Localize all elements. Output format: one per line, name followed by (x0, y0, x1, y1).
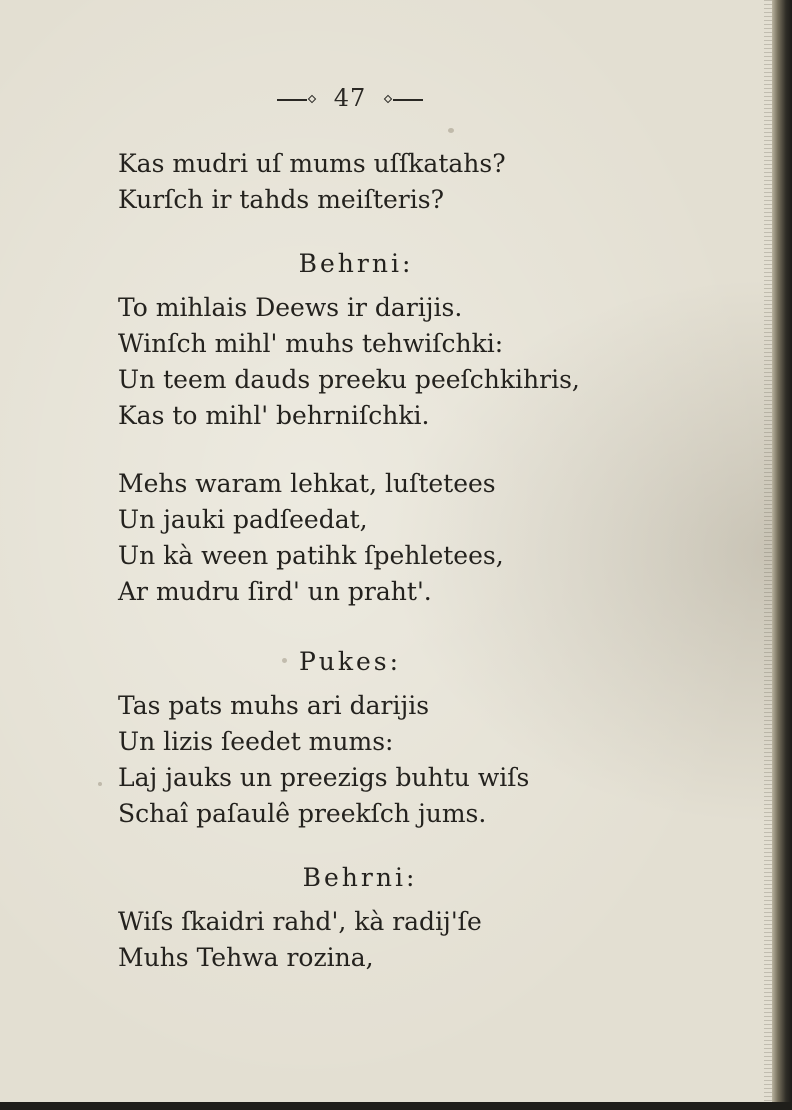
left-ornament-icon (277, 95, 315, 105)
verse-line: Schaî paſaulê preekſch jums. (118, 799, 487, 828)
verse-line: Mehs waram lehkat, luſtetees (118, 469, 496, 498)
verse-line: Kurſch ir tahds meiſteris? (118, 185, 444, 214)
stanza-5 (118, 904, 678, 976)
page-header (0, 84, 700, 112)
stanza-2 (118, 290, 678, 434)
verse-line: Un kà ween patihk ſpehletees, (118, 541, 504, 570)
verse-line: Ar mudru ſird' un praht'. (118, 577, 432, 606)
speaker-name: Pukes: (298, 647, 402, 676)
stanza-1 (118, 146, 678, 218)
page-number: 47 (333, 84, 367, 112)
verse-line: Winſch mihl' muhs tehwiſchki: (118, 329, 504, 358)
paper-speckle (98, 782, 102, 786)
verse-line: Kas to mihl' behrniſchki. (118, 401, 430, 430)
speaker-name: Behrni: (302, 863, 418, 892)
right-ornament-icon (385, 95, 423, 105)
verse-line: Kas mudri uſ mums uſſkatahs? (118, 149, 506, 178)
verse-line: Un teem dauds preeku peeſchkihris, (118, 365, 580, 394)
stanza-3 (118, 466, 678, 610)
verse-line: Tas pats muhs ari darijis (118, 691, 430, 720)
verse-line: Laj jauks un preezigs buhtu wiſs (118, 763, 530, 792)
speaker-name: Behrni: (298, 249, 414, 278)
verse-line: Un jauki padſeedat, (118, 505, 368, 534)
page-edge (764, 0, 772, 1102)
paper-speckle (448, 128, 454, 133)
verse-line: Muhs Tehwa rozina, (118, 943, 374, 972)
verse-line: To mihlais Deews ir darijis. (118, 293, 463, 322)
stanza-4 (118, 688, 678, 832)
verse-line: Wiſs ſkaidri rahd', kà radij'ſe (118, 907, 482, 936)
page-bottom-edge (0, 1102, 792, 1110)
speaker-heading (116, 246, 676, 282)
speaker-heading (110, 644, 670, 680)
book-spine (772, 0, 792, 1110)
speaker-heading (120, 860, 680, 896)
verse-line: Un lizis ſeedet mums: (118, 727, 394, 756)
paper-speckle (282, 658, 287, 663)
